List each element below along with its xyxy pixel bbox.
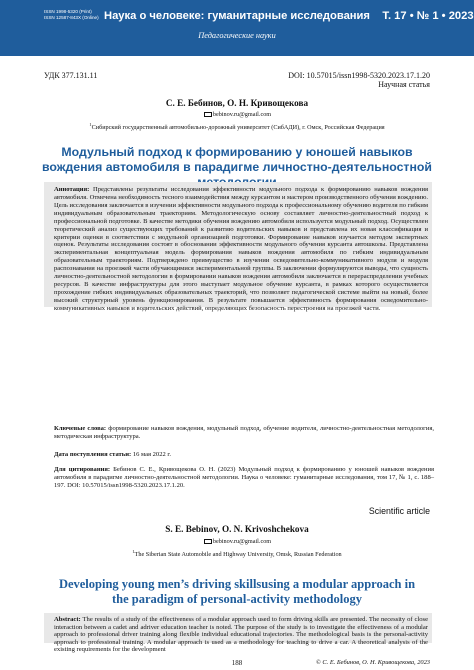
- citation-ru-label: Для цитирования:: [54, 466, 111, 473]
- affiliation-ru: [0, 122, 474, 131]
- email-ru-text: bebinov.ru@gmail.com: [212, 111, 272, 118]
- received-date: [54, 451, 434, 459]
- received-value: 16 мая 2022 г.: [132, 451, 171, 458]
- page-number: 188: [231, 659, 243, 667]
- abstract-ru-label: Аннотация:: [54, 186, 90, 193]
- abstract-en-text: The results of a study of the effectiveness of a modular approach used to form driving skills are presented. The necessity of close interaction between a cadet and adriver education teacher is noted. The purpose of the study is to investigate the effectiveness of a modular approach to professional driver training along flexible individual educational trajectories. The methodological basis is the personal-activity approach to professional training. A modular approach is used as a methodology for teaching to drive a car. A theoretical analysis of the existing requirements for the development: [54, 616, 428, 654]
- email-en-text: bebinov.ru@gmail.com: [212, 538, 272, 545]
- issn-block: [44, 9, 99, 21]
- envelope-icon: [204, 539, 212, 544]
- article-title-ru: Модульный подход к формированию у юношей навыков вождения автомобиля в парадигме личностно-деятельностной: [42, 145, 432, 174]
- envelope-icon: [204, 112, 212, 117]
- udc-code: УДК 377.131.11: [44, 71, 98, 80]
- issn-online: ISSN 12587-843X (Online): [44, 15, 99, 20]
- email-ru[interactable]: [0, 111, 474, 118]
- authors-en-names: S. E. Bebinov, O. N. Krivoshchekova: [165, 524, 309, 534]
- article-type-en: Scientific article: [368, 506, 430, 516]
- authors-ru-names: С. Е. Бебинов, О. Н. Кривощекова: [165, 98, 309, 108]
- issn-print: ISSN 1998-5320 (Print): [44, 9, 92, 14]
- email-en[interactable]: [0, 538, 474, 545]
- citation-ru-text: Бебинов С. Е., Кривощекова О. Н. (2023) Модульный подход к формированию у юношей навыков вождения автомобиля в парадигме личностно-деятельностной методологии. Наука о человеке: гуманитарные исследования, том 17, № 1, с. 188–197. DOI: 10.57015/issn1998-5320.2023.17.1.20.: [54, 466, 435, 489]
- authors-en: [0, 524, 474, 534]
- affiliation-ru-sup: 1: [89, 122, 92, 127]
- affiliation-en: [0, 549, 474, 558]
- abstract-en: [44, 613, 432, 654]
- journal-title: Наука о человеке: гуманитарные исследования Т. 17 • № 1 • 2023: [104, 10, 474, 22]
- keywords-ru-label: Ключевые слова:: [54, 425, 107, 432]
- keywords-ru-text: формирование навыков вождения, модульный подход, обучение водителя, личностно-деятельностная методология, методическая инфраструктура.: [54, 425, 435, 440]
- abstract-ru: [44, 182, 432, 312]
- copyright: © С. Е. Бебинов, О. Н. Кривощекова, 2023: [315, 659, 430, 666]
- affiliation-en-text: The Siberian State Automobile and Highway University, Omsk, Russian Federation: [134, 551, 342, 559]
- affiliation-en-sup: 1: [132, 549, 135, 554]
- journal-header: [0, 0, 474, 56]
- doi[interactable]: DOI: 10.57015/issn1998-5320.2023.17.1.20: [288, 71, 430, 80]
- abstract-en-label: Abstract:: [54, 616, 81, 623]
- citation-ru: [54, 466, 434, 490]
- affiliation-ru-text: Сибирский государственный автомобильно-дорожный университет (СибАДИ), г. Омск, Российская Федерация: [91, 124, 385, 132]
- article-title-en: Developing young men’s driving skillsusing a modular approach in the paradigm of personal-activity methodology: [58, 577, 416, 606]
- authors-ru: [0, 98, 474, 108]
- article-type-ru: Научная статья: [378, 80, 430, 89]
- abstract-ru-text: Представлены результаты исследования эффективности модульного подхода к формированию навыков вождения автомобиля. Отмечена необходимость тесного взаимодействия между курсантом и мастером производственного обучения вождению. Цель исследования заключается в изучении эффективности модульного подхода к профессиональному обучению водителя по гибким индивидуальным образовательным траекториям. Методологическую основу составляет личностно-деятельностный подход к профессиональной подготовке. В качестве методики обучения вождению автомобиля используется модульный подход. Осуществлен теоретический анализ существующих требований к развитию водительских навыков и представлена их новая классификация и критерии оценки в соответствии с модульной организацией подготовки. Формирование навыков изучается методом экспертных оценок. Результаты исследования состоят в обосновании эффективности модульного обучения курсанта автошколы. Представлена экспериментальная концептуальная модель формирования навыков вождения автомобиля по гибким индивидуальным образовательным траекториям. Подтверждено преимущество в изучении осведомительно-коммуникативного модуля и модуля распознавания на проезжей части обучающимися экспериментальной группы. В заключении формулируются выводы, что сущность личностно-деятельностной методологии в формировании навыков вождения автомобиля заключается в перераспределении учебных ресурсов. В качестве инфраструктуры для этого выступает модульное обучение курсанта, в рамках которого осуществляется прохождение гибких индивидуальных образовательных траекторий, что позволяет педагогической системе выйти на новый, более высокий структурный уровень функционирования. В результате повышается эффективность формирования осведомительно-коммуникативных навыков и водительских действий, определяющих безопасность перестроения на проезжей части.: [54, 186, 428, 312]
- received-label: Дата поступления статьи:: [54, 451, 132, 458]
- keywords-ru: [54, 425, 434, 441]
- subject-section: Педагогические науки: [198, 31, 276, 40]
